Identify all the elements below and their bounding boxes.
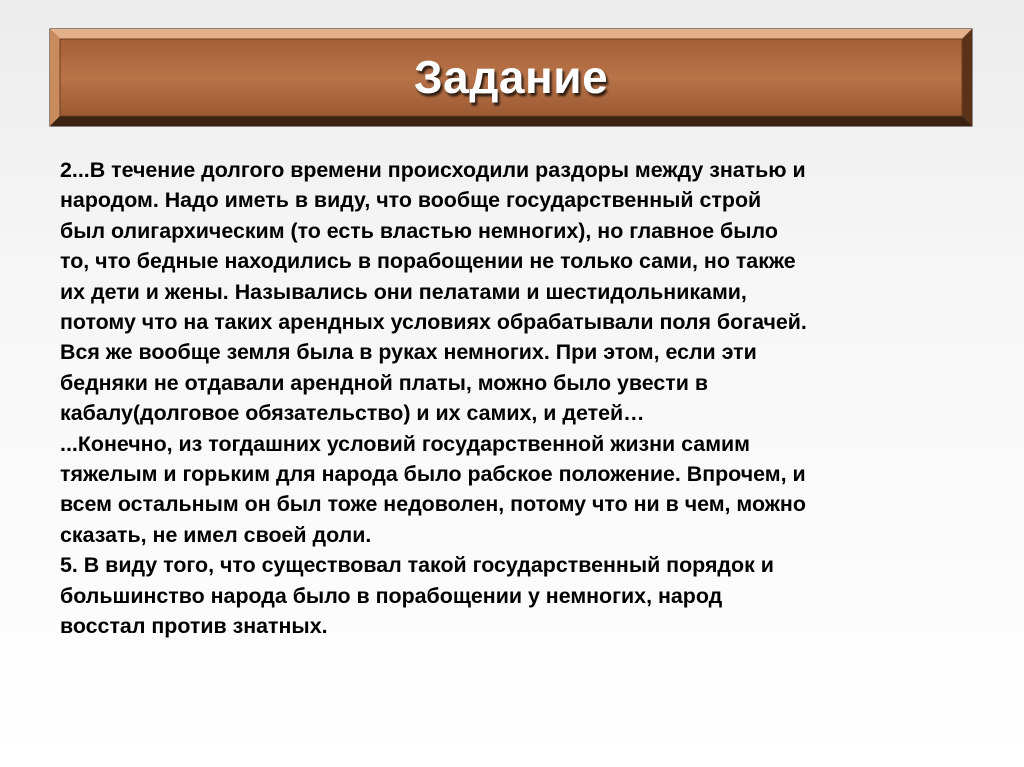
text-line: потому что на таких арендных условиях обрабатывали поля богачей. [60, 310, 807, 335]
text-line: народом. Надо иметь в виду, что вообще государственный строй [60, 188, 762, 213]
text-line: сказать, не имел своей доли. [60, 522, 372, 547]
text-line: бедняки не отдавали арендной платы, можно было увести в [60, 370, 708, 395]
slide-title: Задание [413, 51, 609, 103]
text-line: 5. В виду того, что существовал такой государственный порядок и [60, 553, 774, 578]
task-text [60, 155, 970, 642]
text-line: 2...В течение долгого времени происходили раздоры между знатью и [60, 158, 806, 182]
text-line: Вся же вообще земля была в руках немногих. При этом, если эти [60, 340, 757, 365]
text-line: всем остальным он был тоже недоволен, потому что ни в чем, можно [60, 492, 806, 517]
text-line: был олигархическим (то есть властью немногих), но главное было [60, 218, 778, 243]
text-line: кабалу(долговое обязательство) и их самих, и детей… [60, 401, 645, 426]
text-line: большинство народа было в порабощении у немногих, народ [60, 583, 723, 608]
text-line: тяжелым и горьким для народа было рабское положение. Впрочем, и [60, 462, 806, 487]
title-plaque [49, 28, 973, 127]
text-line: восстал против знатных. [60, 614, 328, 639]
text-line: то, что бедные находились в порабощении не только сами, но также [60, 249, 796, 274]
text-line: их дети и жены. Назывались они пелатами и шестидольниками, [60, 279, 747, 304]
text-line: ...Конечно, из тогдашних условий государственной жизни самим [60, 431, 751, 456]
